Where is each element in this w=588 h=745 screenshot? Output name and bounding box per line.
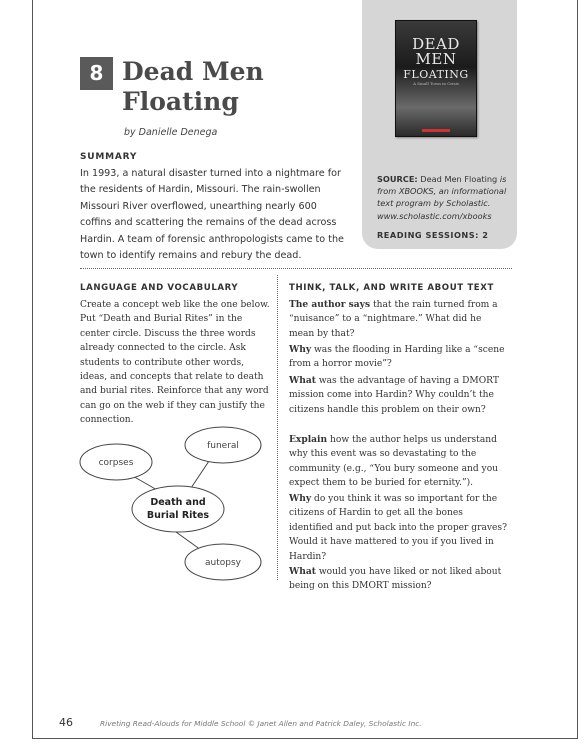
question-item: Why was the flooding in Harding like a “scene from a horror movie”?	[289, 344, 505, 370]
summary-text: In 1993, a natural disaster turned into a nightmare for the residents of Hardin, Missouri. The rain-swollen Missouri River overflowed, unearthing nearly 600 coffins and scattering the remains of the dead across Hardin. A team of forensic anthropologists came to the town to identify remains and rebury the dead.	[80, 168, 344, 262]
think-heading: THINK, TALK, AND WRITE ABOUT TEXT	[289, 283, 494, 293]
web-center-line2: Burial Rites	[146, 510, 210, 521]
reading-sessions: READING SESSIONS: 2	[377, 230, 489, 240]
concept-web	[76, 420, 276, 585]
footer-credit: Riveting Read-Alouds for Middle School © Janet Allen and Patrick Daley, Scholastic Inc.	[100, 719, 422, 728]
book-cover-image	[395, 20, 477, 137]
page-number: 46	[59, 716, 73, 729]
source-text: SOURCE: Dead Men Floating is from XBOOKS, an informational text program by Scholastic. www.scholastic.com/xbooks	[377, 174, 507, 221]
question-item: What was the advantage of having a DMORT mission come into Hardin? Why couldn’t the citizens handle this problem on their own?	[289, 375, 499, 415]
byline: by Danielle Denega	[124, 127, 218, 138]
question-item: The author says that the rain turned from a “nuisance” to a “nightmare.” What did he mean by that?	[289, 299, 498, 339]
web-connector	[176, 532, 201, 550]
web-center-node	[132, 486, 224, 532]
horizontal-divider	[80, 268, 512, 269]
book-cover-subtitle: A Small Town in Crisis	[413, 81, 459, 86]
lesson-number-badge: 8	[80, 57, 113, 90]
web-label-autopsy: autopsy	[205, 558, 241, 568]
publisher-logo-icon	[422, 129, 450, 132]
web-connector	[191, 458, 211, 488]
page-title: Dead Men Floating	[122, 57, 264, 116]
web-center-line1: Death and	[150, 497, 206, 508]
book-cover-title: DEAD MEN FLOATING	[403, 35, 469, 81]
web-label-funeral: funeral	[207, 441, 239, 451]
question-item: Why do you think it was so important for the citizens of Hardin to get all the bones identified and put back into the proper graves? Would it have mattered to you if you lived in Hardin?	[289, 493, 507, 562]
language-heading: LANGUAGE AND VOCABULARY	[80, 283, 239, 293]
vertical-divider	[277, 275, 278, 580]
summary-heading: SUMMARY	[80, 152, 138, 162]
language-body: Create a concept web like the one below. Put “Death and Burial Rites” in the center circle. Discuss the three words already connected to the circle. Ask students to contribute other words, ideas, and concepts that relate to death and burial rites. Reinforce that any word can go on the web if they can justify the connection.	[80, 300, 270, 426]
web-label-corpses: corpses	[98, 458, 134, 468]
question-item: Explain how the author helps us understand why this event was so devastating to the community (e.g., “You bury someone and you expect them to be buried for eternity.”).	[289, 434, 499, 489]
question-item: What would you have liked or not liked about being on this DMORT mission?	[289, 566, 502, 592]
